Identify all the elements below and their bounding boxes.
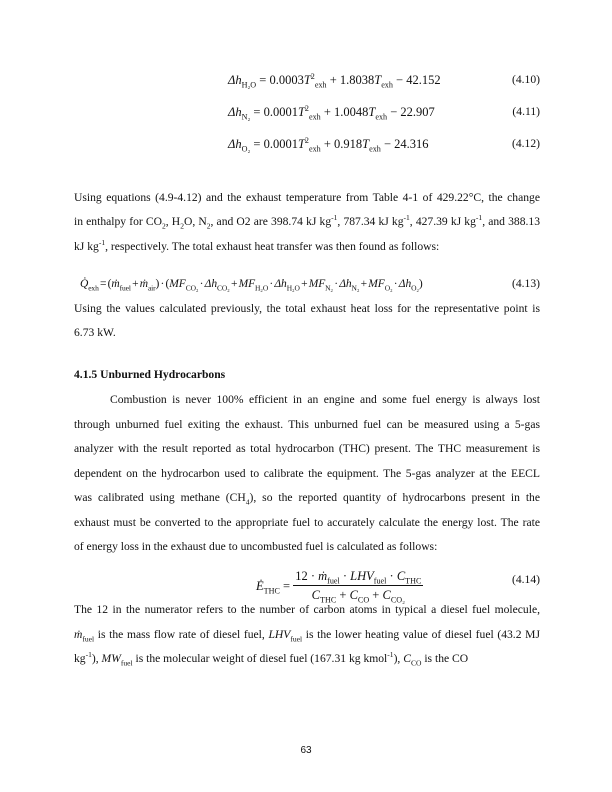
math-symbol: T [303,73,311,87]
superscript: 2 [304,135,309,145]
subscript: exh [314,80,327,90]
text-run: Using the values calculated previously, the total exhaust heat loss for the representative point is [74,302,540,315]
text-run: + 1.0048 [320,105,369,119]
subscript: 4 [245,497,250,507]
subscript: CO₂ [390,595,405,605]
text-run: − 22.907 [387,105,435,119]
subscript: THC [405,576,422,586]
subscript: air [147,283,156,293]
superscript: -1 [475,213,483,223]
math-symbol: Δh [228,73,242,87]
numerator [293,568,423,586]
text-run: + 1.8038 [326,73,375,87]
text-run: in enthalpy for CO [74,215,162,228]
text-run: ), [393,652,404,665]
text-run: + [229,278,239,290]
subscript: fuel [327,576,340,586]
math-symbol: MF [308,278,326,290]
equation-number: (4.13) [511,277,540,290]
math-symbol: Δh [228,137,242,151]
math-symbol: T [297,105,305,119]
text-run: = 0.0001 [250,105,298,119]
text-line [74,442,540,456]
math-symbol: C [311,588,321,602]
eq-lhs [256,579,293,593]
math-symbol: ṁ [139,278,148,290]
denominator [293,586,423,603]
subscript: exh [381,80,393,90]
math-symbol: Q̇ [80,278,89,290]
superscript: 2 [310,71,315,81]
equation-4-10 [228,72,441,88]
text-run: is the CO [421,652,469,665]
superscript: -1 [403,213,410,223]
text-run: + [336,588,350,602]
text-line [74,491,540,505]
subscript: N₂ [325,283,333,293]
text-run: + [130,278,140,290]
math-symbol: ṁ [74,628,83,641]
subscript: O₂ [241,144,251,154]
superscript: -1 [331,213,338,223]
math-symbol: C [349,588,358,602]
text-run: 6.73 kW. [74,326,116,339]
superscript: -1 [85,650,92,660]
text-run: , and O2 are 398.74 kJ kg [210,215,332,228]
text-run: = 0.0001 [250,137,298,151]
text-run: + 0.918 [320,137,363,151]
text-run: ), [91,652,102,665]
math-symbol: LHV [350,569,374,583]
text-run: of energy loss in the exhaust due to uncombusted fuel is calculated as follows: [74,540,438,553]
text-run: analyzer with the result reported as total hydrocarbon (THC) present. The THC measurement is [74,442,540,455]
text-line [74,467,540,481]
text-line [74,215,540,229]
text-run: is the mass flow rate of diesel fuel, [94,628,269,641]
equation-4-13 [80,276,423,292]
text-line [74,652,540,666]
text-run: kg [74,652,86,665]
subscript: exh [369,144,381,154]
text-line [74,302,540,316]
subscript: H₂O [255,283,269,293]
text-run: · [198,278,205,290]
text-run: was calibrated using methane (CH [74,491,246,504]
text-run: · [332,278,340,290]
text-run: · [392,278,399,290]
text-run: + [369,588,383,602]
math-symbol: Ė [256,578,264,593]
text-run: , H [165,215,181,228]
text-run: ), so the reported quantity of hydrocarbons present in the [249,491,540,504]
text-line [74,326,540,340]
equation-4-14 [256,568,423,603]
math-symbol: MF [238,278,256,290]
math-symbol: C [382,588,391,602]
text-run: = ( [98,278,112,290]
equation-number: (4.14) [511,573,540,586]
subscript: N₂ [241,112,251,122]
text-run: dependent on the hydrocarbon used to calibrate the equipment. The 5-gas analyzer at the EECL [74,467,540,480]
text-run: + [359,278,369,290]
subscript: exh [308,144,321,154]
math-symbol: T [374,73,382,87]
text-run: , 787.34 kJ kg [337,215,404,228]
text-run: kJ kg [74,240,99,253]
text-run: The 12 in the numerator refers to the number of carbon atoms in typical a diesel fuel molecule, [74,603,540,616]
math-symbol: Δh [398,278,412,290]
math-symbol: ṁ [318,569,328,583]
subscript: fuel [82,634,95,644]
text-run: = 0.0003 [256,73,304,87]
text-line [110,393,540,407]
math-symbol: C [396,569,406,583]
text-run: − 24.316 [380,137,429,151]
subscript: CO [410,658,422,668]
text-run: Using equations (4.9-4.12) and the exhaust temperature from Table 4-1 of 429.22°C, the change [74,191,540,204]
equation-4-12 [228,136,429,152]
text-run: is the lower heating value of diesel fuel (43.2 MJ [302,628,540,641]
math-symbol: T [368,105,376,119]
subscript: H₂O [286,283,300,293]
text-run: · [386,569,397,583]
text-run: exhaust must be converted to the appropriate fuel to accurately calculate the energy lost. The rate [74,516,540,529]
subscript: 2 [206,221,211,231]
superscript: -1 [98,238,106,248]
subscript: fuel [373,576,387,586]
math-symbol: Δh [274,278,287,290]
subscript: exh [308,112,321,122]
subscript: THC [320,595,337,605]
text-line [74,191,540,205]
superscript: 2 [304,103,309,113]
equation-number: (4.10) [511,73,540,86]
math-symbol: T [297,137,305,151]
fraction [293,568,423,603]
math-symbol: Δh [339,278,352,290]
math-symbol: MF [169,278,186,290]
subscript: CO₂ [185,283,199,293]
subscript: THC [263,586,280,595]
subscript: exh [375,112,388,122]
superscript: -1 [387,650,394,660]
text-run: , 427.39 kJ kg [409,215,476,228]
section-heading: 4.1.5 Unburned Hydrocarbons [74,368,226,381]
equation-number: (4.11) [512,105,540,118]
text-line [74,418,540,432]
math-symbol: LHV [268,628,291,641]
text-run: Combustion is never 100% efficient in an engine and some fuel energy is always lost [110,393,540,406]
subscript: exh [88,283,99,293]
equation-number: (4.12) [511,137,540,150]
text-line [74,540,540,554]
equation-4-11 [228,104,435,120]
text-line [74,603,540,617]
text-run: through unburned fuel exiting the exhaust. This unburned fuel can be measured using a 5-gas [74,418,540,431]
subscript: fuel [120,658,133,668]
subscript: O₂ [411,283,419,293]
page-number: 63 [300,745,312,756]
text-run: , and 388.13 [482,215,540,228]
math-symbol: Δh [228,105,242,119]
math-symbol: ṁ [111,278,120,290]
text-run: + [299,278,309,290]
subscript: O₂ [384,283,393,293]
text-run: 12 · [295,569,319,583]
text-line [74,628,540,642]
subscript: fuel [290,634,303,644]
text-line [74,240,540,254]
math-symbol: MW [101,652,121,665]
text-run: O, N [183,215,207,228]
subscript: CO [357,595,370,605]
math-symbol: MF [368,278,385,290]
math-symbol: Δh [204,278,217,290]
text-run: · [339,569,351,583]
text-run: − 42.152 [392,73,441,87]
subscript: N₂ [351,283,360,293]
subscript: H₂O [241,80,257,90]
text-run: , respectively. The total exhaust heat transfer was then found as follows: [105,240,440,253]
text-line [74,516,540,530]
subscript: CO₂ [216,283,230,293]
subscript: 2 [162,221,166,231]
text-run: · [268,278,275,290]
text-run: is the molecular weight of diesel fuel (167.31 kg kmol [132,652,388,665]
text-run: = [279,578,294,593]
subscript: 2 [180,221,184,231]
math-symbol: T [362,137,370,151]
text-run: ) [418,278,423,290]
text-run: ) · ( [155,278,170,290]
math-symbol: C [403,652,411,665]
subscript: fuel [119,283,131,293]
